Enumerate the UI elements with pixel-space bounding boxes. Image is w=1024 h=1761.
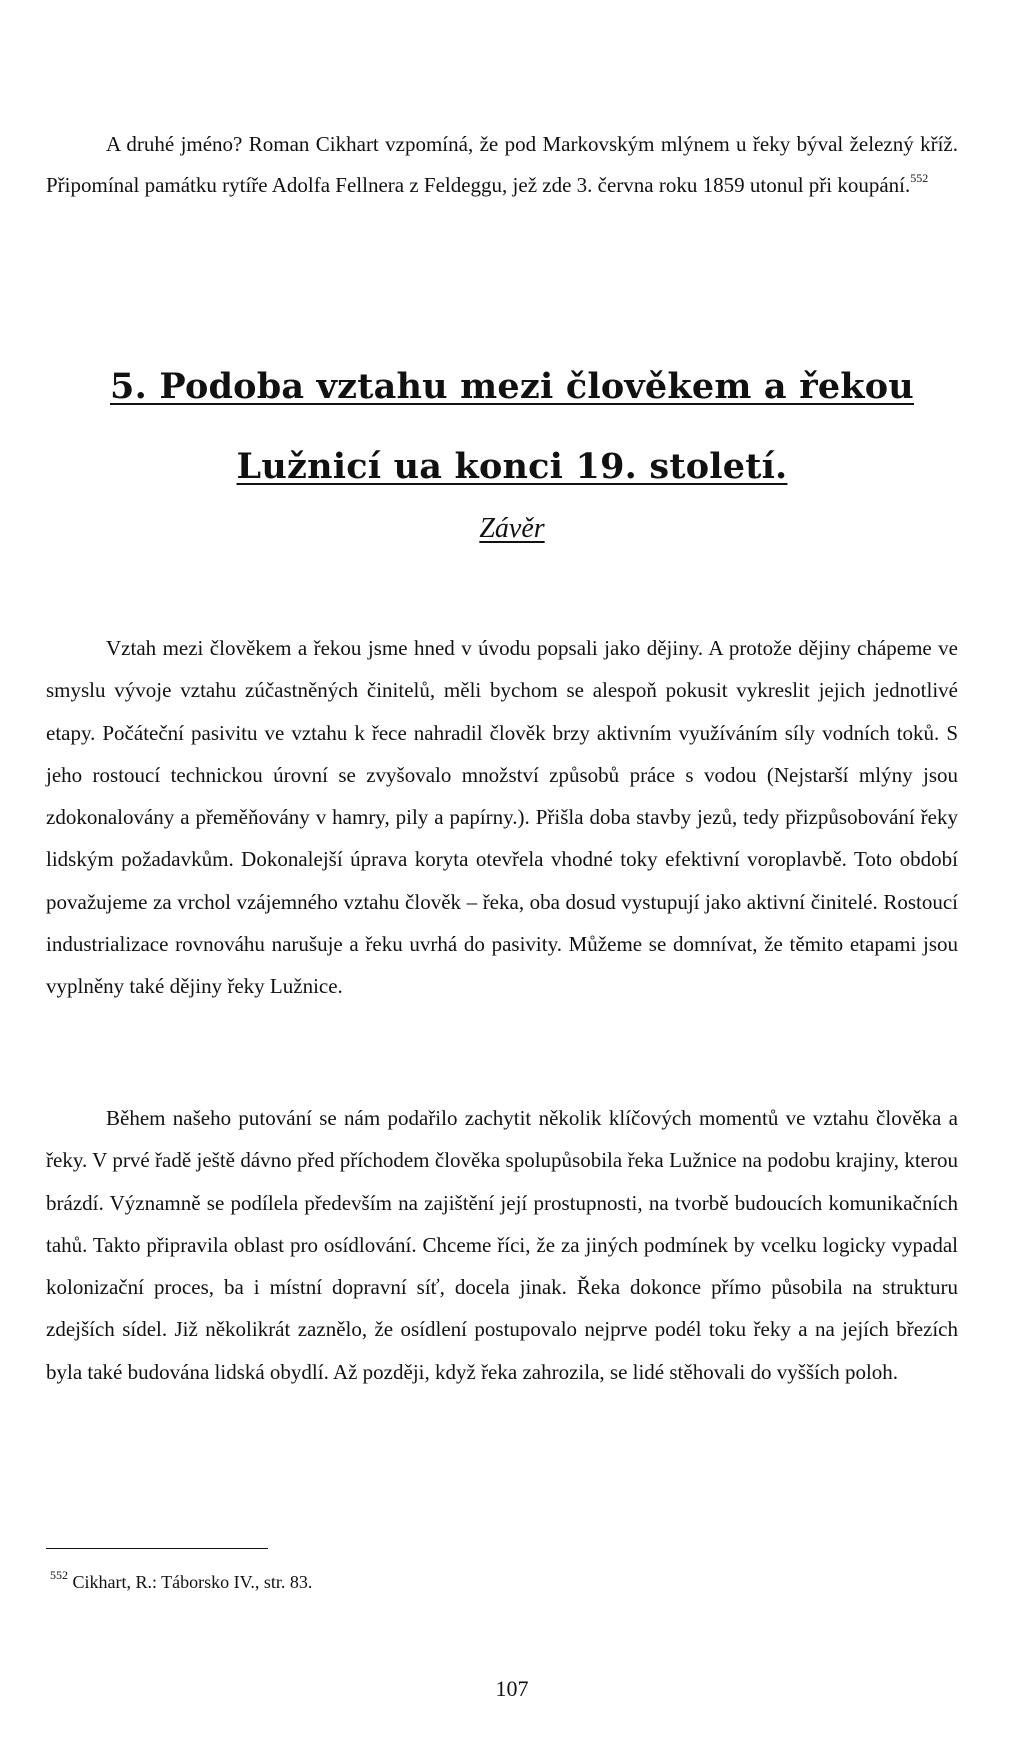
footnote: [50, 1568, 313, 1593]
body-paragraph-2: Během našeho putování se nám podařilo zachytit několik klíčových momentů ve vztahu člověka a řeky. V prvé řadě ještě dávno před příchodem člověka spolupůsobila řeka Lužnice na podobu krajiny, kterou brázdí. Významně se podílela především na zajištění její prostupnosti, na tvorbě budoucích komunikačních tahů. Takto připravila oblast pro osídlování. Chceme říci, že za jiných podmínek by vcelku logicky vypadal kolonizační proces, ba i místní dopravní síť, docela jinak. Řeka dokonce přímo působila na strukturu zdejších sídel. Již několikrát zaznělo, že osídlení postupovalo nejprve podél toku řeky a na jejích březích byla také budována lidská obydlí. Až později, když řeka zahrozila, se lidé stěhovali do vyšších poloh.: [46, 1106, 958, 1384]
page-number: 107: [495, 1676, 529, 1701]
body-paragraph-1: Vztah mezi člověkem a řekou jsme hned v úvodu popsali jako dějiny. A protože dějiny chápeme ve smyslu vývoje vztahu zúčastněných činitelů, měli bychom se alespoň pokusit vykreslit jejich jednotlivé etapy. Počáteční pasivitu ve vztahu k řece nahradil člověk brzy aktivním využíváním síly vodních toků. S jeho rostoucí technickou úrovní se zvyšovalo množství způsobů práce s vodou (Nejstarší mlýny jsou zdokonalovány a přeměňovány v hamry, pily a papírny.). Přišla doba stavby jezů, tedy přizpůsobování řeky lidským požadavkům. Dokonalejší úprava koryta otevřela vhodné toky efektivní voroplavbě. Toto období považujeme za vrchol vzájemného vztahu člověk – řeka, oba dosud vystupují jako aktivní činitelé. Rostoucí industrializace rovnováhu narušuje a řeku uvrhá do pasivity. Můžeme se domnívat, že těmito etapami jsou vyplněny také dějiny řeky Lužnice.: [46, 636, 958, 999]
intro-text: A druhé jméno? Roman Cikhart vzpomíná, že pod Markovským mlýnem u řeky býval železný kříž. Připomínal památku rytíře Adolfa Fellnera z Feldeggu, jež zde 3. června roku 1859 utonul při koupání.: [46, 132, 958, 197]
section-subtitle: Závěr: [479, 513, 545, 544]
chapter-title-line-1: 5. Podoba vztahu mezi člověkem a řekou: [110, 366, 914, 407]
footnote-text: Cikhart, R.: Táborsko IV., str. 83.: [68, 1572, 313, 1592]
footnote-reference[interactable]: 552: [910, 171, 929, 185]
intro-paragraph: [46, 124, 958, 206]
footnote-number: 552: [50, 1568, 68, 1582]
chapter-title-line-2: Lužnicí ua konci 19. století.: [236, 446, 788, 487]
footnote-divider: [46, 1548, 268, 1549]
